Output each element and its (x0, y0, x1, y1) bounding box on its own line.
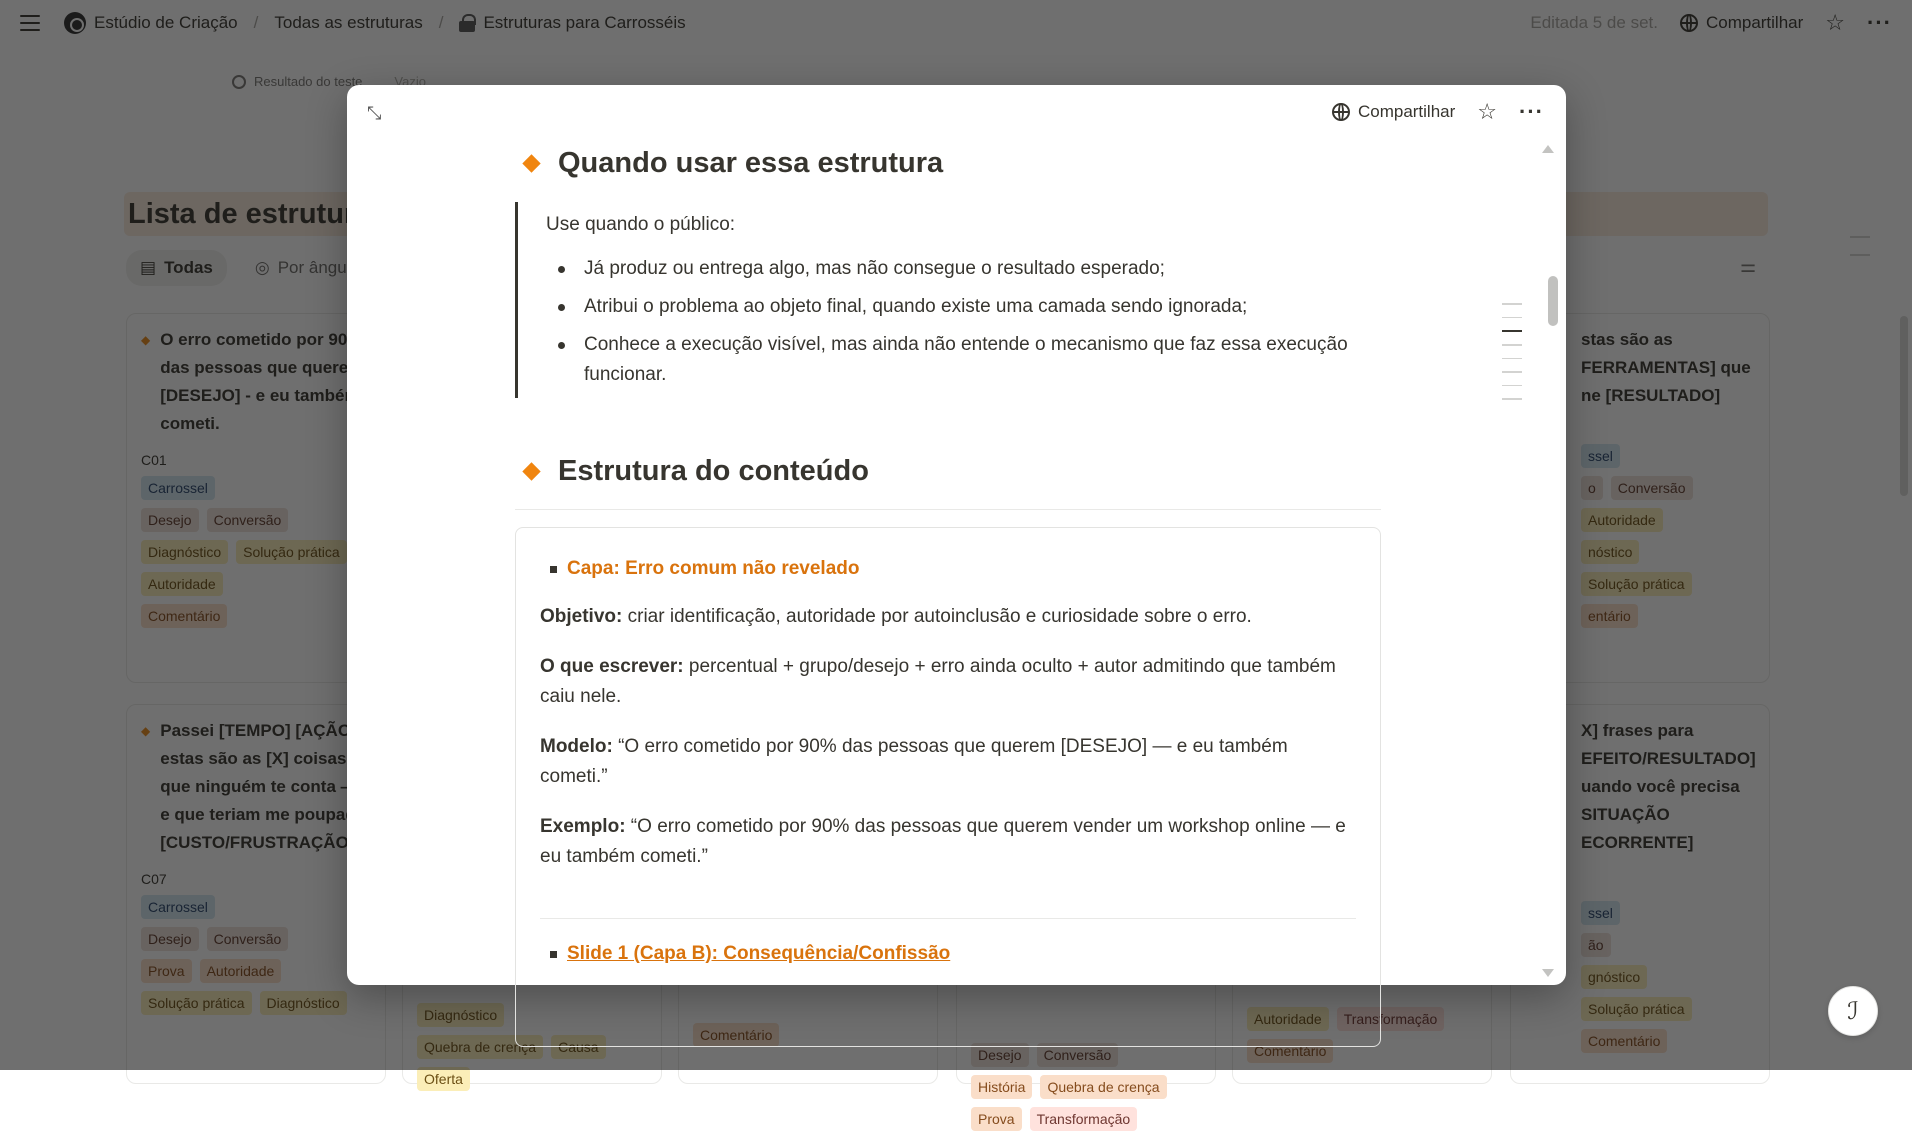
example-text: “O erro cometido por 90% das pessoas que querem vender um workshop online — e eu também cometi.” (540, 816, 1346, 867)
bullet-list (546, 254, 1381, 390)
diamond-icon (522, 154, 540, 172)
diamond-icon (522, 462, 540, 480)
write-label: O que escrever: (540, 656, 684, 677)
model-paragraph (540, 732, 1356, 792)
tag: Oferta (417, 1067, 470, 1091)
list-item: Conhece a execução visível, mas ainda não entende o mecanismo que faz essa execução funcionar. (546, 330, 1381, 390)
heading-when-to-use (515, 147, 943, 180)
heading-text: Estrutura do conteúdo (558, 455, 869, 487)
quote-block (515, 202, 1381, 398)
toggle-slide-1[interactable] (550, 939, 1356, 969)
objective-text: criar identificação, autoridade por autoinclusão e curiosidade sobre o erro. (622, 606, 1252, 627)
square-bullet-icon (550, 951, 557, 958)
more-icon[interactable]: ··· (1519, 99, 1544, 124)
tag: História (971, 1075, 1032, 1099)
square-bullet-icon (550, 566, 557, 573)
expand-icon[interactable]: ⤡ (367, 103, 382, 123)
block-title: Capa: Erro comum não revelado (567, 558, 860, 579)
modal-share-label: Compartilhar (1357, 102, 1456, 121)
divider (515, 509, 1381, 510)
write-text: percentual + grupo/desejo + erro ainda oculto + autor admitindo que também caiu nele. (540, 656, 1336, 707)
scroll-up-arrow[interactable] (1542, 145, 1554, 153)
modal-share-button[interactable] (1332, 102, 1455, 122)
tag: Transformação (1030, 1107, 1138, 1131)
table-of-contents-marks[interactable] (1502, 303, 1522, 412)
star-icon[interactable]: ☆ (1477, 99, 1498, 124)
tag: Prova (971, 1107, 1022, 1131)
write-paragraph (540, 652, 1356, 712)
list-item: Já produz ou entrega algo, mas não consegue o resultado esperado; (546, 254, 1381, 284)
quote-intro: Use quando o público: (546, 214, 736, 235)
model-text: “O erro cometido por 90% das pessoas que querem [DESEJO] — e eu também cometi.” (540, 736, 1288, 787)
objective-paragraph (540, 602, 1356, 632)
scroll-down-arrow[interactable] (1542, 969, 1554, 977)
heading-content-structure (515, 455, 869, 488)
block-title: Slide 1 (Capa B): Consequência/Confissão (567, 943, 951, 964)
globe-icon (1332, 103, 1350, 121)
content-structure-block (515, 527, 1381, 1047)
divider (540, 918, 1356, 919)
heading-text: Quando usar essa estrutura (558, 147, 944, 179)
tag: Quebra de crença (1040, 1075, 1166, 1099)
objective-label: Objetivo: (540, 606, 623, 627)
help-icon[interactable]: ℐ (1828, 986, 1878, 1036)
list-item: Atribui o problema ao objeto final, quando existe uma camada sendo ignorada; (546, 292, 1381, 322)
example-label: Exemplo: (540, 816, 626, 837)
example-paragraph (540, 812, 1356, 872)
page-peek-modal (347, 85, 1566, 985)
toggle-capa[interactable] (550, 554, 1356, 584)
model-label: Modelo: (540, 736, 613, 757)
modal-scrollbar-thumb[interactable] (1548, 276, 1558, 326)
